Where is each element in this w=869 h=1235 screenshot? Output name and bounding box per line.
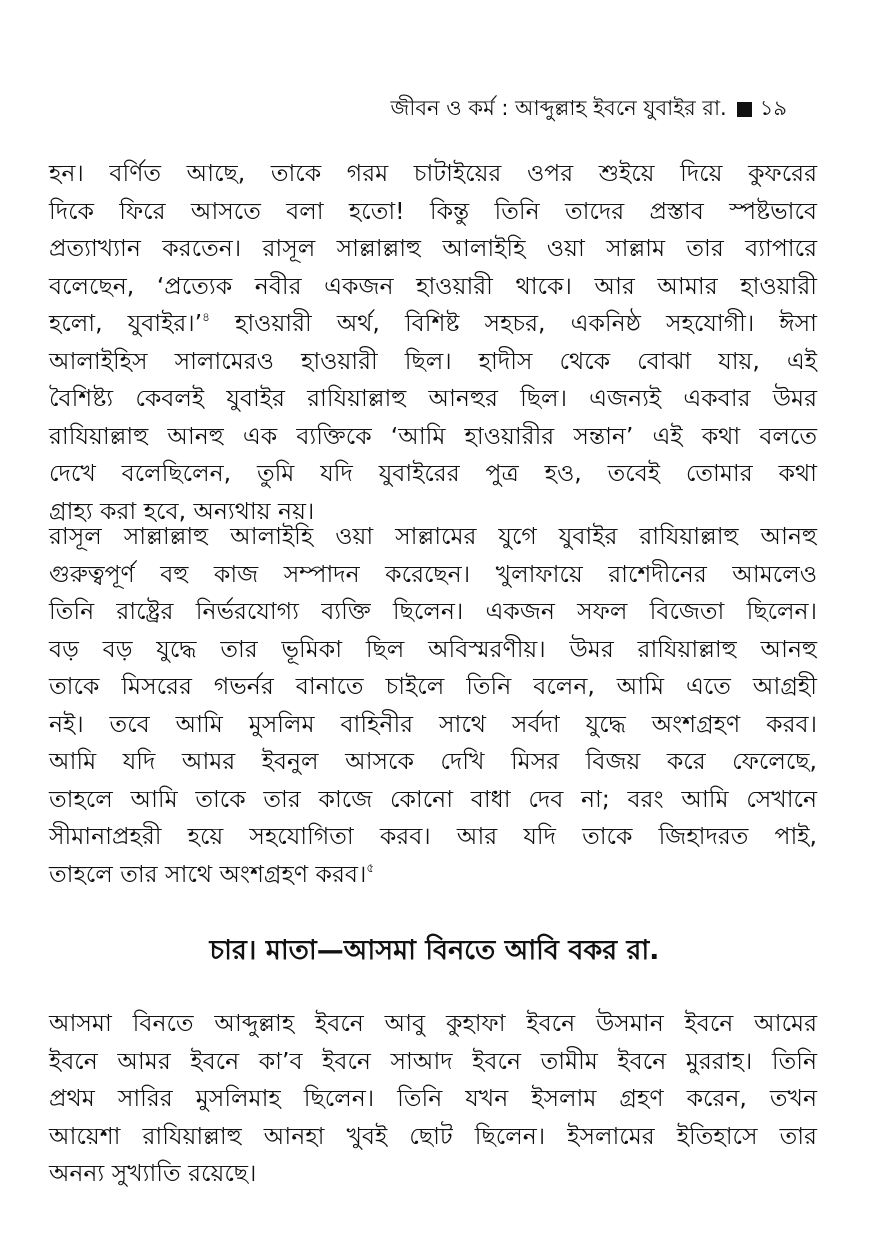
page-number: ১৯ [759, 96, 787, 120]
text-line [49, 856, 817, 894]
text-line: সীমানাপ্রহরী হয়ে সহযোগিতা করব। আর যদি তাকে জিহাদরত পাই, [49, 822, 817, 850]
text-line: নই। তবে আমি মুসলিম বাহিনীর সাথে সর্বদা যুদ্ধে অংশগ্রহণ করব। [49, 709, 817, 738]
header-title: জীবন ও কর্ম : আব্দুল্লাহ ইবনে যুবাইর রা. [390, 96, 727, 120]
text-line: আয়েশা রাযিয়াল্লাহু আনহা খুবই ছোট ছিলেন। ইসলামের ইতিহাসে তার [49, 1121, 817, 1150]
text-line: প্রত্যাখ্যান করতেন। রাসূল সাল্লাল্লাহু আলাইহি ওয়া সাল্লাম তার ব্যাপারে [49, 234, 817, 262]
paragraph-3 [49, 1005, 817, 1193]
paragraph-1 [49, 155, 817, 530]
quote-end-text: হলো, যুবাইর।’ [49, 309, 203, 337]
text-line: বড় বড় যুদ্ধে তার ভূমিকা ছিল অবিস্মরণীয়। উমর রাযিয়াল্লাহু আনহু [49, 634, 817, 663]
text-line: আলাইহিস সালামেরও হাওয়ারী ছিল। হাদীস থেকে বোঝা যায়, এই [49, 346, 817, 375]
text-line: বৈশিষ্ট্য কেবলই যুবাইর রাযিয়াল্লাহু আনহুর ছিল। এজন্যই একবার উমর [49, 384, 817, 412]
text-line-continuation: হাওয়ারী অর্থ, বিশিষ্ট সহচর, একনিষ্ঠ সহযোগী। ঈসা [235, 309, 817, 337]
text-line: অনন্য সুখ্যাতি রয়েছে। [49, 1159, 257, 1187]
text-line: ইবনে আমর ইবনে কা’ব ইবনে সাআদ ইবনে তামীম ইবনে মুররাহ। তিনি [49, 1046, 817, 1075]
square-bullet-icon [737, 102, 752, 117]
text-line: দিকে ফিরে আসতে বলা হতো! কিন্তু তিনি তাদের প্রস্তাব স্পষ্টভাবে [49, 196, 817, 225]
text-line: গুরুত্বপূর্ণ বহু কাজ সম্পাদন করেছেন। খুলাফায়ে রাশেদীনের আমলেও [49, 559, 817, 588]
text-line-end: তাহলে তার সাথে অংশগ্রহণ করব। [49, 859, 367, 888]
text-line: আমি যদি আমর ইবনুল আসকে দেখি মিসর বিজয় করে ফেলেছে, [49, 747, 817, 775]
text-line: রাযিয়াল্লাহু আনহু এক ব্যক্তিকে ‘আমি হাওয়ারীর সন্তান’ এই কথা বলতে [49, 421, 817, 450]
text-line: প্রথম সারির মুসলিমাহ ছিলেন। তিনি যখন ইসলাম গ্রহণ করেন, তখন [49, 1084, 817, 1112]
section-heading: চার। মাতা—আসমা বিনতে আবি বকর রা. [209, 935, 660, 966]
text-line: হন। বর্ণিত আছে, তাকে গরম চাটাইয়ের ওপর শুইয়ে দিয়ে কুফরের [49, 159, 817, 187]
running-header [391, 92, 787, 127]
footnote-ref-5: ৫ [366, 860, 375, 875]
text-line [49, 305, 817, 343]
text-line: রাসূল সাল্লাল্লাহু আলাইহি ওয়া সাল্লামের যুগে যুবাইর রাযিয়াল্লাহু আনহু [49, 522, 817, 550]
text-line: বলেছেন, ‘প্রত্যেক নবীর একজন হাওয়ারী থাকে। আর আমার হাওয়ারী [49, 271, 817, 300]
text-line: তাকে মিসরের গভর্নর বানাতে চাইলে তিনি বলেন, আমি এতে আগ্রহী [49, 672, 817, 700]
text-line: তিনি রাষ্ট্রের নির্ভরযোগ্য ব্যক্তি ছিলেন। একজন সফল বিজেতা ছিলেন। [49, 597, 817, 625]
text-line: আসমা বিনতে আব্দুল্লাহ ইবনে আবু কুহাফা ইবনে উসমান ইবনে আমের [49, 1009, 817, 1037]
paragraph-2 [49, 518, 817, 893]
text-line: তাহলে আমি তাকে তার কাজে কোনো বাধা দেব না; বরং আমি সেখানে [49, 784, 817, 813]
text-line: দেখে বলেছিলেন, তুমি যদি যুবাইরের পুত্র হও, তবেই তোমার কথা [49, 459, 817, 487]
footnote-ref-4: ৪ [202, 310, 210, 324]
text-line: গ্রাহ্য করা হবে, অন্যথায় নয়। [49, 496, 315, 525]
